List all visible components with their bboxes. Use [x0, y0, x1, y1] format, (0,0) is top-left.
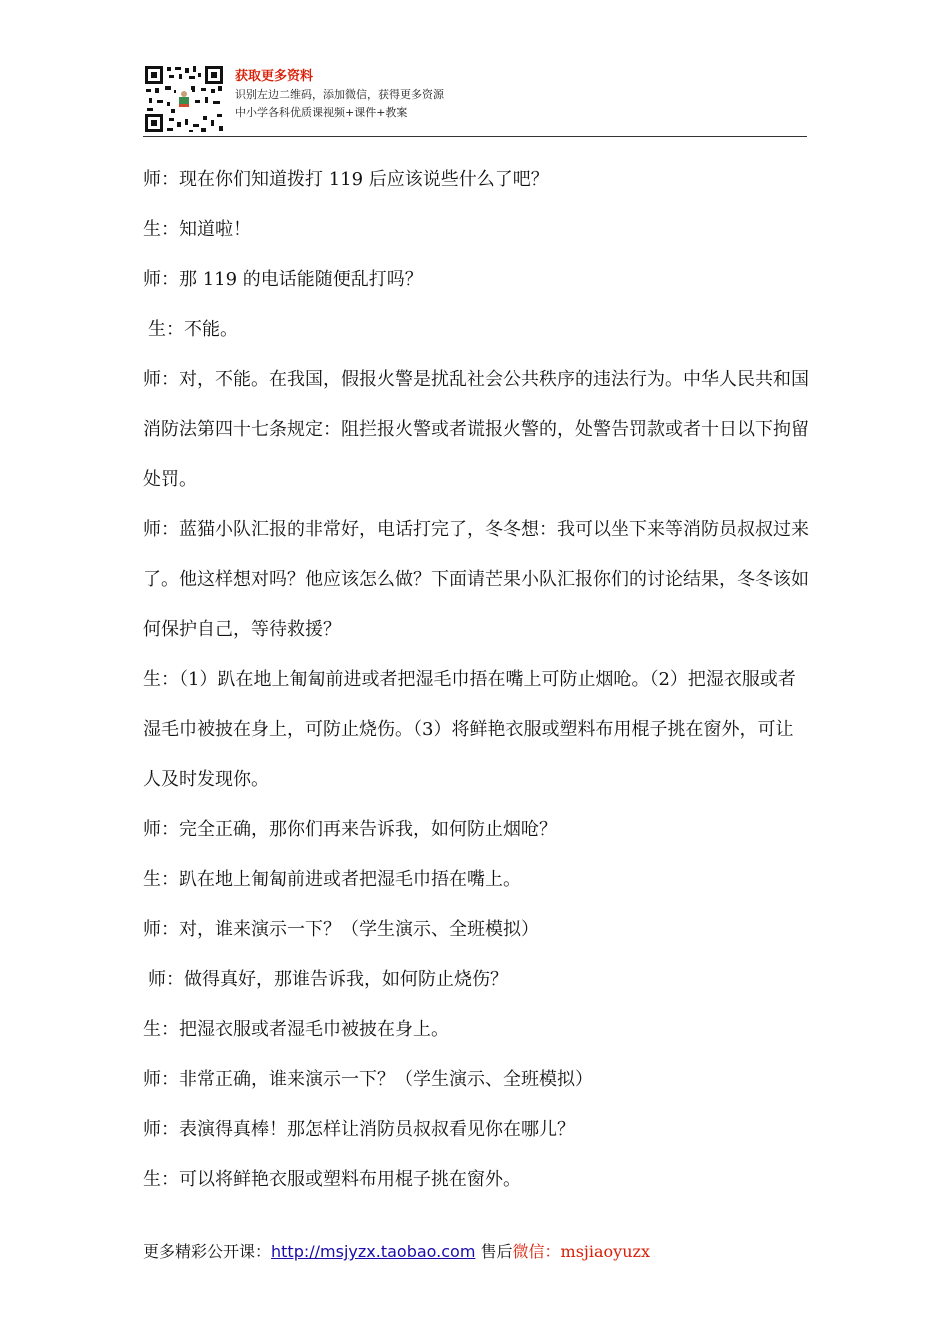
paragraph: 师：做得真好，那谁告诉我，如何防止烧伤？	[148, 969, 508, 990]
paragraph: 师：非常正确，谁来演示一下？（学生演示、全班模拟）	[143, 1069, 593, 1090]
footer-middle: 售后	[475, 1242, 513, 1261]
paragraph: 师：那 119 的电话能随便乱打吗？	[143, 269, 423, 290]
paragraph: 师：表演得真棒！那怎样让消防员叔叔看见你在哪儿？	[143, 1119, 575, 1140]
paragraph: 生：趴在地上匍匐前进或者把湿毛巾捂在嘴上。	[143, 869, 521, 890]
page-header	[143, 64, 807, 138]
page-footer	[143, 1240, 650, 1264]
paragraph: 师：蓝猫小队汇报的非常好，电话打完了，冬冬想：我可以坐下来等消防员叔叔过来了。他这样想对吗？他应该怎么做？下面请芒果小队汇报你们的讨论结果，冬冬该如何保护自己，等待救援？	[143, 519, 809, 640]
dialogue-body	[143, 155, 811, 1205]
paragraph: 生：（1）趴在地上匍匐前进或者把湿毛巾捂在嘴上可防止烟呛。（2）把湿衣服或者湿毛巾被披在身上，可防止烧伤。（3）将鲜艳衣服或塑料布用棍子挑在窗外，可让人及时发现你。	[143, 669, 796, 790]
header-title: 获取更多资料	[235, 69, 314, 84]
header-line-1: 识别左边二维码，添加微信，获得更多资源	[235, 88, 444, 101]
header-line-2: 中小学各科优质课视频+课件+教案	[235, 106, 408, 119]
footer-wechat-label: 微信：	[512, 1242, 561, 1261]
paragraph: 师：对，不能。在我国，假报火警是扰乱社会公共秩序的违法行为。中华人民共和国消防法第四十七条规定：阻拦报火警或者谎报火警的，处警告罚款或者十日以下拘留处罚。	[143, 369, 809, 490]
paragraph: 生：可以将鲜艳衣服或塑料布用棍子挑在窗外。	[143, 1169, 521, 1190]
paragraph: 师：完全正确，那你们再来告诉我，如何防止烟呛？	[143, 819, 557, 840]
footer-wechat-id: msjiaoyuzx	[560, 1242, 650, 1261]
footer-prefix: 更多精彩公开课：	[143, 1242, 272, 1261]
header-divider	[143, 136, 807, 137]
qr-code-icon	[143, 64, 225, 134]
footer-link[interactable]: http://msjyzx.taobao.com	[271, 1242, 476, 1261]
paragraph: 生：把湿衣服或者湿毛巾被披在身上。	[143, 1019, 449, 1040]
paragraph: 生：知道啦！	[143, 219, 251, 240]
paragraph: 师：对，谁来演示一下？（学生演示、全班模拟）	[143, 919, 539, 940]
paragraph: 师：现在你们知道拨打 119 后应该说些什么了吧？	[143, 169, 549, 190]
paragraph: 生：不能。	[148, 319, 238, 340]
